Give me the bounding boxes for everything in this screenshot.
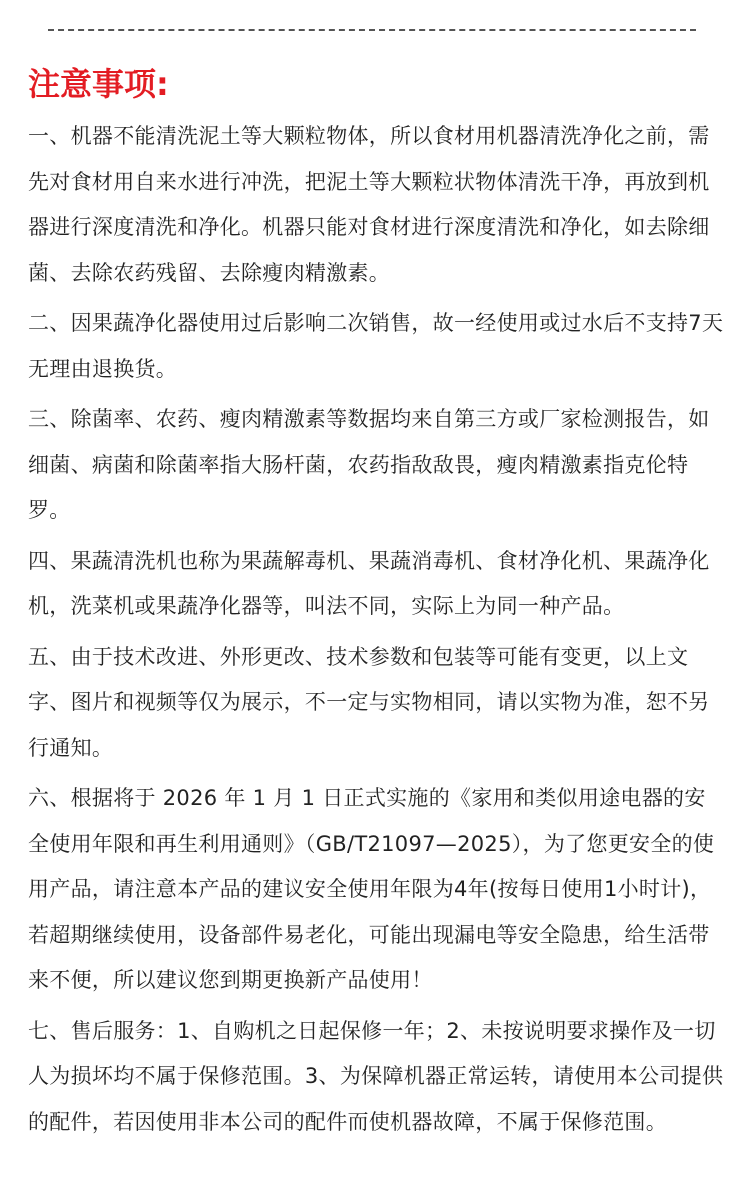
notice-item-4: 四、果蔬清洗机也称为果蔬解毒机、果蔬消毒机、食材净化机、果蔬净化机，洗菜机或果蔬净化器等，叫法不同，实际上为同一种产品。 [28,548,710,618]
notice-item-5: 五、由于技术改进、外形更改、技术参数和包装等可能有变更，以上文字、图片和视频等仅为展示，不一定与实物相同，请以实物为准，恕不另行通知。 [28,644,710,760]
notice-item-7: 七、售后服务：1、自购机之日起保修一年；2、未按说明要求操作及一切人为损坏均不属于保修范围。3、为保障机器正常运转，请使用本公司提供的配件，若因使用非本公司的配件而使机器故障，不属于保修范围。 [28,1018,724,1134]
notice-item-2: 二、因果蔬净化器使用过后影响二次销售，故一经使用或过水后不支持7天无理由退换货。 [28,311,724,381]
notice-title: 注意事项: [28,65,169,103]
notice-list [28,114,724,1150]
notice-item-1: 一、机器不能清洗泥土等大颗粒物体，所以食材用机器清洗净化之前，需先对食材用自来水进行冲洗，把泥土等大颗粒状物体清洗干净，再放到机器进行深度清洗和净化。机器只能对食材进行深度清洗和净化，如去除细菌、去除农药残留、去除瘦肉精激素。 [28,124,710,285]
notice-item-6: 六、根据将于 2026 年 1 月 1 日正式实施的《家用和类似用途电器的安全使用年限和再生利用通则》（GB/T21097—2025），为了您更安全的使用产品，请注意本产品的建议安全使用年限为4年(按每日使用1小时计)，若超期继续使用，设备部件易老化，可能出现漏电等安全隐患，给生活带来不便，所以建议您到期更换新产品使用！ [28,786,715,992]
dashed-divider [48,29,696,31]
notice-item-3: 三、除菌率、农药、瘦肉精激素等数据均来自第三方或厂家检测报告，如细菌、病菌和除菌率指大肠杆菌，农药指敌敌畏，瘦肉精激素指克伦特罗。 [28,407,710,522]
